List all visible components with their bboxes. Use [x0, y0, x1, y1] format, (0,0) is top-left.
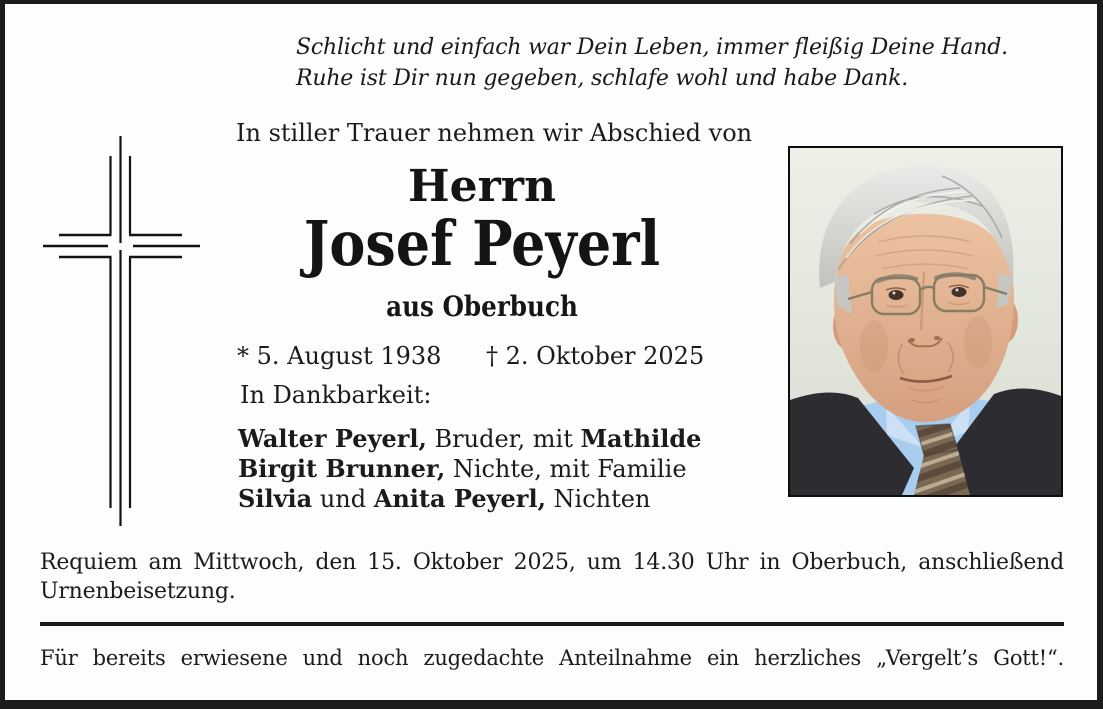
mourner-name: Birgit Brunner,: [238, 454, 446, 483]
portrait-photo: [788, 146, 1063, 497]
funeral-info-line2: Urnenbeisetzung.: [40, 578, 236, 604]
mourner-line: [238, 424, 701, 454]
death-date: † 2. Oktober 2025: [486, 342, 705, 370]
obituary-paper: [5, 4, 1097, 700]
memorial-quote-line2: Ruhe ist Dir nun gegeben, schlafe wohl und habe Dank.: [296, 66, 909, 91]
closing-line: Für bereits erwiesene und noch zugedachte Anteilnahme ein herzliches „Vergelt’s Gott!“.: [40, 646, 1064, 670]
mourner-relation: Nichte, mit Familie: [445, 455, 687, 483]
origin-line: aus Oberbuch: [386, 290, 578, 323]
mourners-list: [238, 424, 701, 514]
gratitude-label: In Dankbarkeit:: [240, 381, 432, 409]
funeral-info-line1: Requiem am Mittwoch, den 15. Oktober 2025, um 14.30 Uhr in Oberbuch, anschließend: [40, 550, 1064, 575]
mourner-line: [238, 454, 701, 484]
mourner-relation: Nichten: [545, 485, 651, 513]
mourner-name: Walter Peyerl,: [238, 424, 427, 453]
mourner-relation: Bruder, mit: [426, 425, 581, 453]
mourner-relation: und: [312, 485, 374, 513]
mourner-name: Anita Peyerl,: [373, 484, 546, 513]
mourner-name: Silvia: [238, 484, 313, 513]
memorial-quote: [296, 32, 1008, 94]
birth-date: * 5. August 1938: [237, 342, 442, 370]
mourner-line: [238, 484, 701, 514]
deceased-name: Josef Peyerl: [303, 207, 661, 280]
funeral-info: [40, 549, 1064, 606]
separator-rule: [40, 622, 1064, 626]
intro-line: In stiller Trauer nehmen wir Abschied von: [236, 119, 753, 147]
memorial-quote-line1: Schlicht und einfach war Dein Leben, immer fleißig Deine Hand.: [296, 35, 1008, 60]
memorial-cross-icon: [38, 130, 205, 530]
mourner-name: Mathilde: [580, 424, 702, 453]
salutation: Herrn: [408, 161, 556, 212]
